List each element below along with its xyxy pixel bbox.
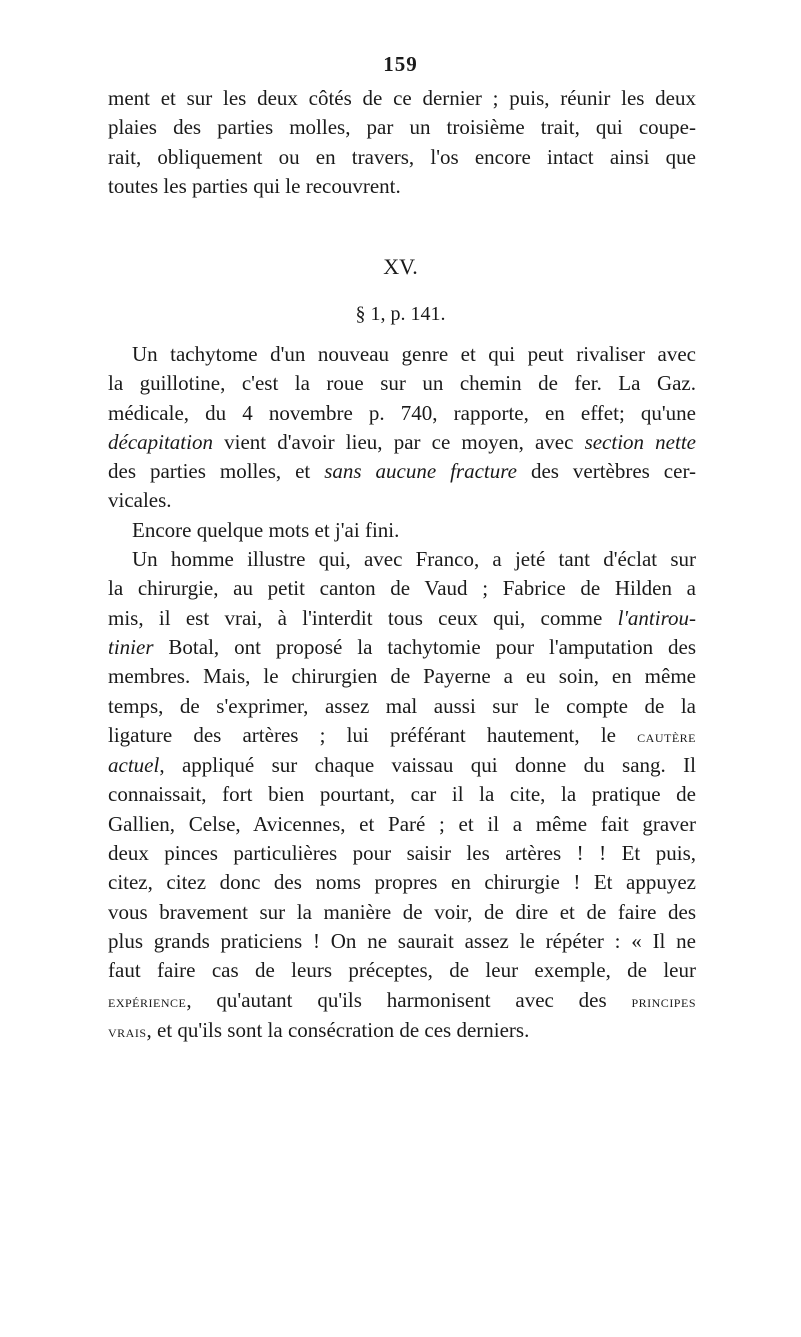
- italic-text: l'antirou-: [617, 605, 696, 630]
- small-caps-text: expérience: [108, 991, 187, 1011]
- text-line: connaissait, fort bien pourtant, car il la cite, la pratique de: [108, 782, 696, 807]
- text-line: [108, 986, 696, 1016]
- text-line: Encore quelque mots et j'ai fini.: [132, 517, 400, 542]
- text-line: [108, 1016, 696, 1046]
- text-line: plus grands praticiens ! On ne saurait assez le répéter : « Il ne: [108, 928, 696, 953]
- text-segment: ligature des artères ; lui préférant hautement, le: [108, 722, 638, 747]
- text-line: la guillotine, c'est la roue sur un chemin de fer. La Gaz.: [108, 371, 696, 396]
- text-segment: , appliqué sur chaque vaissau qui donne du sang. Il: [159, 753, 696, 778]
- text-line: [108, 457, 696, 486]
- body-text: [108, 340, 696, 1046]
- text-line: la chirurgie, au petit canton de Vaud ; Fabrice de Hilden a: [108, 576, 696, 601]
- text-line: vicales.: [108, 488, 172, 513]
- text-line: Un tachytome d'un nouveau genre et qui peut rivaliser avec: [132, 342, 696, 366]
- text-line: Gallien, Celse, Avicennes, et Paré ; et il a même fait graver: [108, 811, 696, 836]
- text-segment: , et qu'ils sont la consécration de ces derniers.: [146, 1017, 530, 1042]
- text-segment: Botal, ont proposé la tachytomie pour l'amputation des: [153, 634, 696, 659]
- text-line: rait, obliquement ou en travers, l'os encore intact ainsi que: [108, 144, 696, 169]
- italic-text: section nette: [584, 429, 696, 454]
- text-line: deux pinces particulières pour saisir les artères ! ! Et puis,: [108, 841, 696, 866]
- text-line: [108, 428, 696, 457]
- text-line: plaies des parties molles, par un troisième trait, qui coupe-: [108, 115, 696, 140]
- text-line: [108, 751, 696, 780]
- text-segment: mis, il est vrai, à l'interdit tous ceux qui, comme: [108, 605, 618, 630]
- opening-paragraph: [108, 84, 696, 201]
- text-line: [108, 633, 696, 662]
- page-number: 159: [383, 52, 418, 76]
- italic-text: actuel: [108, 753, 160, 778]
- small-caps-text: vrais: [108, 1021, 147, 1041]
- text-line: toutes les parties qui le recouvrent.: [108, 173, 401, 198]
- text-segment: des vertèbres cer-: [516, 459, 697, 484]
- section-heading: XV.: [383, 254, 418, 279]
- text-line: temps, de s'exprimer, assez mal aussi sur le compte de la: [108, 693, 696, 718]
- small-caps-text: principes: [631, 991, 696, 1011]
- text-segment: des parties molles, et: [108, 459, 325, 484]
- text-line: ment et sur les deux côtés de ce dernier ; puis, réunir les deux: [108, 86, 696, 110]
- text-line: [108, 604, 696, 633]
- text-segment: , qu'autant qu'ils harmonisent avec des: [186, 987, 632, 1012]
- text-line: citez, citez donc des noms propres en chirurgie ! Et appuyez: [108, 870, 696, 895]
- text-line: membres. Mais, le chirurgien de Payerne a eu soin, en même: [108, 664, 696, 689]
- italic-text: tinier: [108, 634, 154, 659]
- small-caps-text: cautère: [637, 726, 696, 746]
- italic-text: décapitation: [108, 429, 213, 454]
- text-line: médicale, du 4 novembre p. 740, rapporte, en effet; qu'une: [108, 400, 696, 425]
- section-reference: § 1, p. 141.: [355, 303, 446, 325]
- text-segment: vient d'avoir lieu, par ce moyen, avec: [212, 429, 585, 454]
- text-line: vous bravement sur la manière de voir, de dire et de faire des: [108, 899, 696, 924]
- text-line: faut faire cas de leurs préceptes, de leur exemple, de leur: [108, 958, 696, 983]
- italic-text: sans aucune fracture: [324, 459, 517, 484]
- text-line: [108, 721, 696, 751]
- text-line: Un homme illustre qui, avec Franco, a jeté tant d'éclat sur: [132, 547, 696, 572]
